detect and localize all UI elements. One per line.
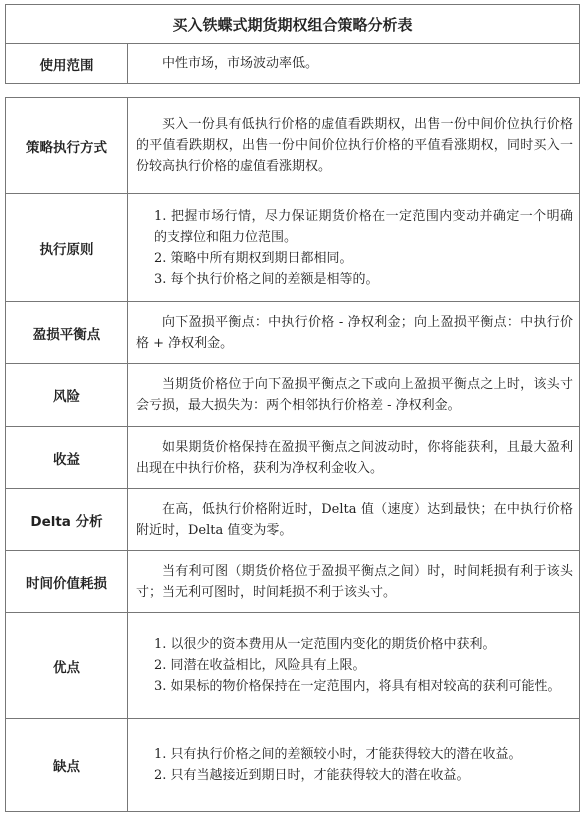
advantages-value: [128, 613, 580, 719]
header-table: [5, 4, 580, 84]
list-item: 3. 每个执行价格之间的差额是相等的。: [154, 271, 379, 287]
disadvantages-label: 缺点: [6, 719, 128, 812]
list-item: 2. 策略中所有期权到期日都相同。: [154, 250, 353, 266]
disadvantages-value: [128, 719, 580, 812]
execution-value: 买入一份具有低执行价格的虚值看跌期权，出售一份中间价位执行价格的平值看跌期权，出售一份中间价位执行价格的平值看涨期权，同时买入一份较高执行价格的虚值看涨期权。: [128, 98, 580, 194]
strategy-table: [5, 97, 580, 812]
execution-label: 策略执行方式: [6, 98, 128, 194]
table-row: [6, 98, 580, 194]
table-row: [6, 427, 580, 489]
list-item: 1. 只有执行价格之间的差额较小时，才能获得较大的潜在收益。: [154, 747, 522, 762]
timedecay-value: 当有利可图（期货价格位于盈损平衡点之间）时，时间耗损有利于该头寸；当无利可图时，时间耗损不利于该头寸。: [128, 551, 580, 613]
delta-value: 在高，低执行价格附近时，Delta 值（速度）达到最快；在中执行价格附近时，Delta 值变为零。: [128, 489, 580, 551]
table-row: [6, 719, 580, 812]
table-row: [6, 194, 580, 302]
table-title: 买入铁蝶式期货期权组合策略分析表: [6, 5, 580, 44]
risk-label: 风险: [6, 364, 128, 427]
timedecay-label: 时间价值耗损: [6, 551, 128, 613]
breakeven-label: 盈损平衡点: [6, 302, 128, 364]
table-row: [6, 551, 580, 613]
list-item: 3. 如果标的物价格保持在一定范围内，将具有相对较高的获利可能性。: [154, 679, 561, 694]
table-row: [6, 44, 580, 84]
scope-label: 使用范围: [6, 44, 128, 84]
list-item: 2. 同潜在收益相比，风险具有上限。: [154, 658, 366, 673]
delta-label: Delta 分析: [6, 489, 128, 551]
list-item: 1. 把握市场行情，尽力保证期货价格在一定范围内变动并确定一个明确的支撑位和阻力位范围。: [154, 208, 573, 245]
table-row: [6, 302, 580, 364]
principles-label: 执行原则: [6, 194, 128, 302]
list-item: 2. 只有当越接近到期日时，才能获得较大的潜在收益。: [154, 768, 470, 783]
scope-value: 中性市场，市场波动率低。: [128, 44, 580, 84]
risk-value: 当期货价格位于向下盈损平衡点之下或向上盈损平衡点之上时，该头寸会亏损，最大损失为：两个相邻执行价格差 - 净权利金。: [128, 364, 580, 427]
breakeven-value: 向下盈损平衡点：中执行价格 - 净权利金；向上盈损平衡点：中执行价格 + 净权利金。: [128, 302, 580, 364]
table-row: [6, 613, 580, 719]
list-item: 1. 以很少的资本费用从一定范围内变化的期货价格中获利。: [154, 637, 496, 652]
table-row: [6, 489, 580, 551]
advantages-label: 优点: [6, 613, 128, 719]
profit-label: 收益: [6, 427, 128, 489]
principles-value: [128, 194, 580, 302]
table-row: [6, 364, 580, 427]
profit-value: 如果期货价格保持在盈损平衡点之间波动时，你将能获利，且最大盈利出现在中执行价格，获利为净权利金收入。: [128, 427, 580, 489]
